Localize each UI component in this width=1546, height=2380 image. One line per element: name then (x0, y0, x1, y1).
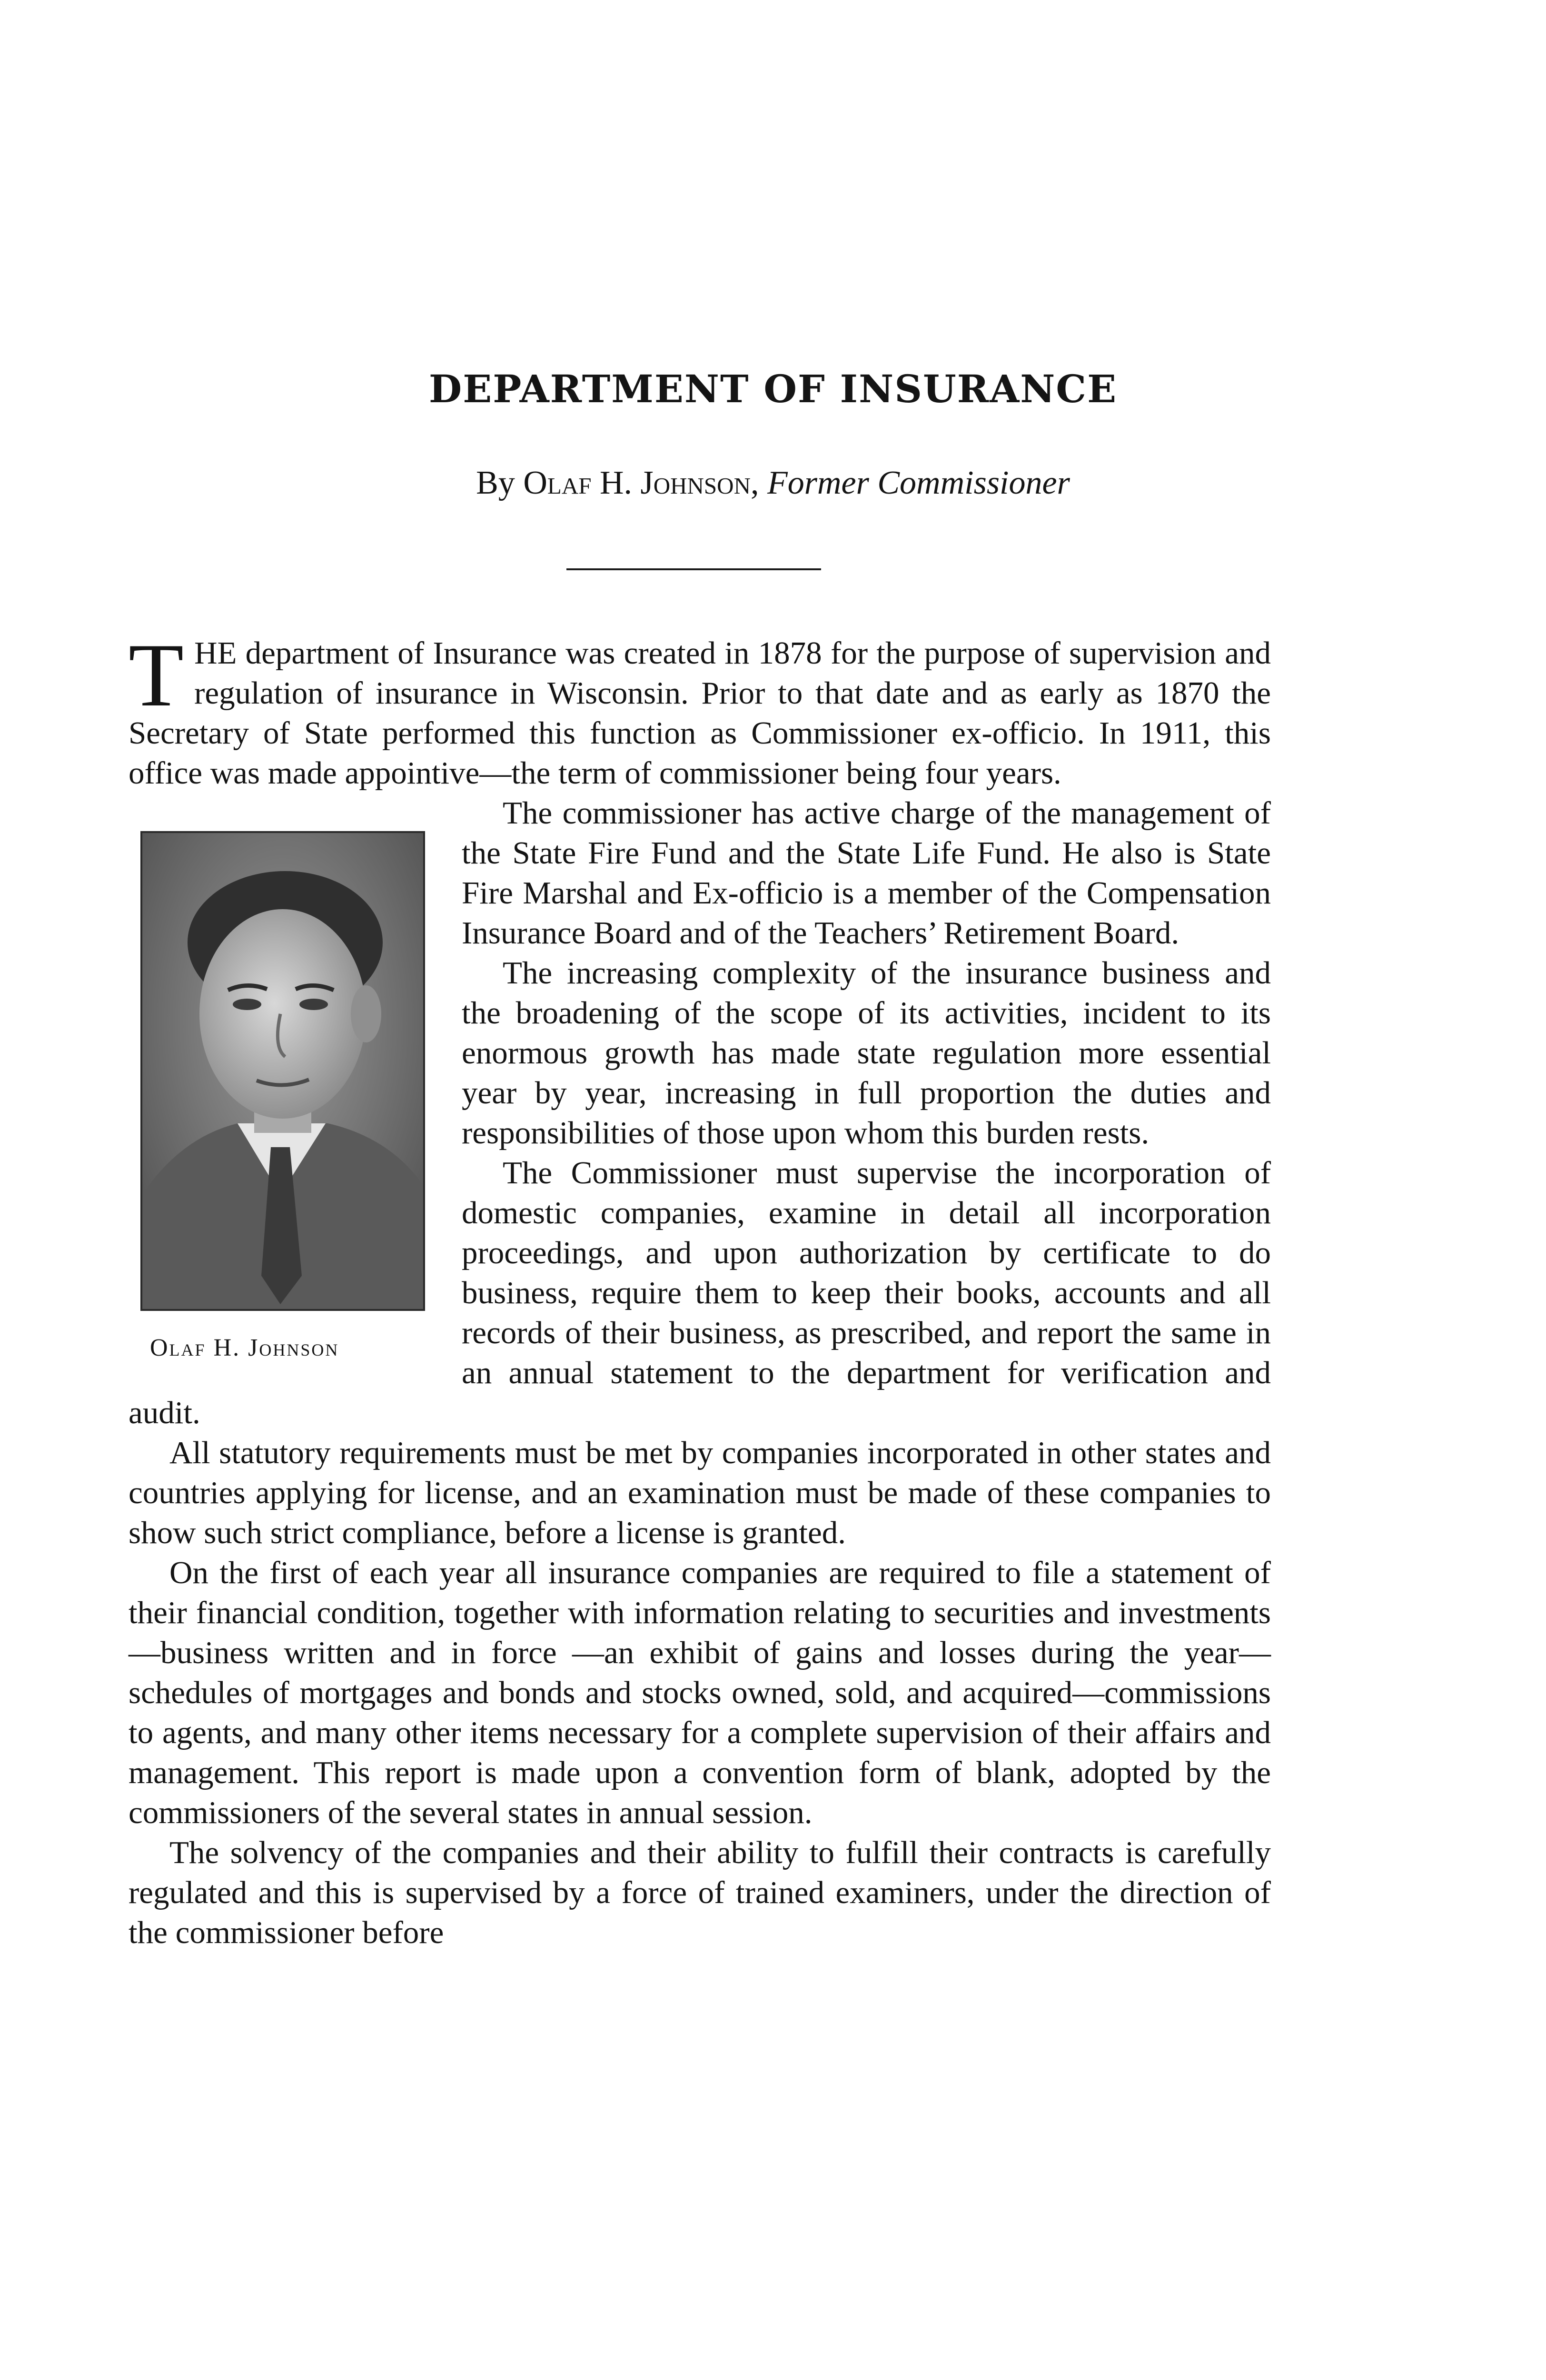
paragraph-1: HE department of Insurance was created in 1878 for the purpose of supervision and regulation of insurance in Wisconsin. Prior to that date and as early as 1870 the Secretary of State performed this function as Commissioner ex-officio. In 1911, this office was made appointive—the term of commissioner being four years. (129, 635, 1271, 791)
paragraph-5: All statutory requirements must be met by companies incorporated in other states and countries applying for license, and an examination must be made of these companies to show such strict compliance, before a license is granted. (129, 1435, 1271, 1550)
byline-prefix: By (476, 465, 515, 501)
byline (0, 464, 1546, 502)
article-title: DEPARTMENT OF INSURANCE (428, 367, 1118, 411)
drop-cap: T (129, 625, 184, 725)
title-divider (566, 568, 821, 570)
paragraph-7: The solvency of the companies and their ability to fulfill their contracts is carefully regulated and this is supervised by a force of trained examiners, under the direction of the commissioner before (129, 1835, 1271, 1950)
author-name: Olaf H. Johnson, (523, 465, 759, 501)
paragraph-4: The Commissioner must supervise the incorporation of domestic companies, examine in detail all incorporation proceedings, and upon authorization by certificate to do business, require them to keep their books, accounts and all records of their business, as prescribed, and report the same in an annual statement to the department for verification and audit. (129, 1155, 1271, 1430)
paragraph-3: The increasing complexity of the insurance business and the broadening of the scope of its activities, incident to its enormous growth has made state regulation more essential year by year, increasing in full proportion the duties and responsibilities of those upon whom this burden rests. (462, 955, 1271, 1150)
portrait-photo (140, 831, 425, 1311)
paragraph-6: On the first of each year all insurance companies are required to file a statement of their financial condition, together with information relating to securities and investments—business written and in force —an exhibit of gains and losses during the year—schedules of mortgages and bonds and stocks owned, sold, and acquired—commissions to agents, and many other items necessary for a complete supervision of their affairs and management. This report is made upon a convention form of blank, adopted by the commissioners of the several states in annual session. (129, 1555, 1271, 1830)
figure-caption: Olaf H. Johnson (150, 1334, 339, 1361)
article-body (129, 625, 1271, 1953)
portrait-photo-icon (142, 833, 423, 1309)
author-role: Former Commissioner (767, 465, 1070, 501)
portrait-figure (129, 831, 436, 1362)
paragraph-2: The commissioner has active charge of the management of the State Fire Fund and the State Life Fund. He also is State Fire Marshal and Ex-officio is a member of the Compensation Insurance Board and of the Teachers’ Retirement Board. (462, 795, 1271, 951)
